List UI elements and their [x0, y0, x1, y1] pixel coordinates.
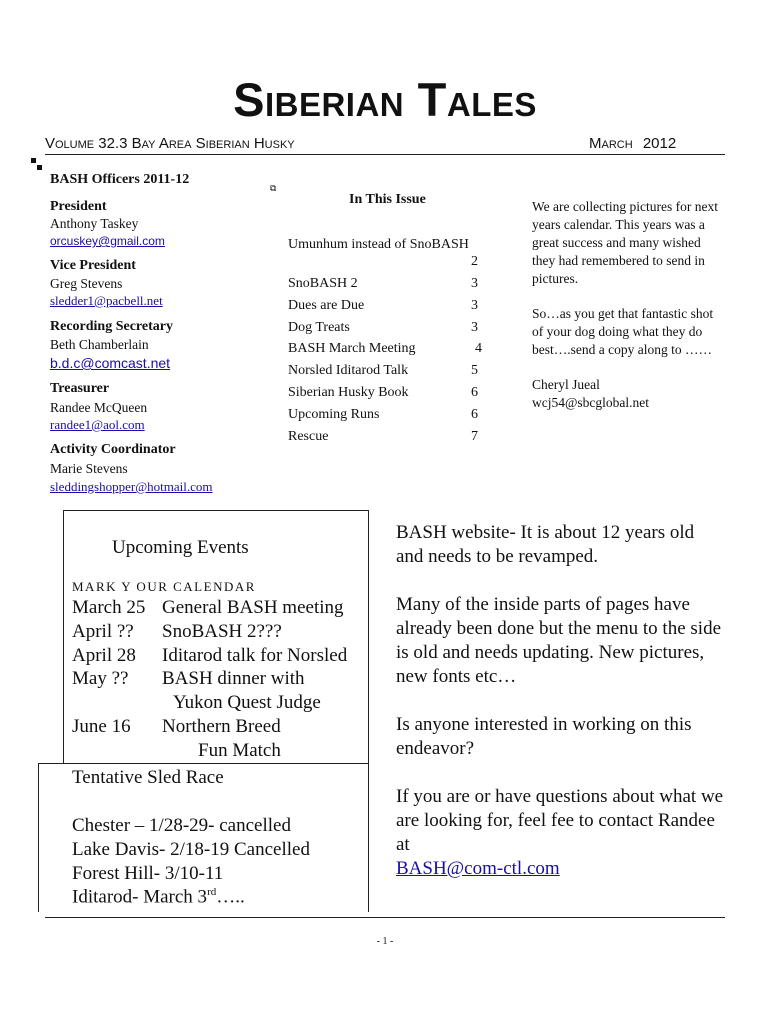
issue-item: [288, 320, 478, 336]
issue-item-label: Rescue: [288, 429, 329, 444]
sled-race-item: Chester – 1/28-29- cancelled: [72, 815, 291, 836]
officer-name: Anthony Taskey: [50, 216, 139, 231]
calendar-note: [532, 198, 722, 412]
event-row: [0, 621, 370, 645]
issue-item-page: 5: [471, 363, 478, 378]
event-desc: SnoBASH 2???: [162, 621, 282, 642]
issue-item-label: Norsled Iditarod Talk: [288, 363, 409, 378]
issue-heading: In This Issue: [349, 192, 426, 207]
events-heading: Upcoming Events: [112, 537, 249, 558]
issue-item-page: 3: [471, 276, 478, 291]
issue-item-page: 3: [471, 298, 478, 313]
issue-item-page: 6: [471, 407, 478, 422]
article-paragraph: Is anyone interested in working on this endeavor?: [396, 714, 692, 759]
issue-item: [288, 363, 478, 379]
issue-item-page: 7: [471, 429, 478, 444]
contact-email[interactable]: wcj54@sbcglobal.net: [532, 395, 650, 410]
event-desc: Northern Breed: [162, 716, 281, 737]
issue-item-page: 3: [471, 320, 478, 335]
issue-date: March 2012: [589, 135, 677, 152]
event-date: April 28: [72, 645, 136, 666]
ordinal-suffix: rd: [207, 886, 217, 898]
events-subheading: MARK Y OUR CALENDAR: [72, 579, 256, 594]
event-date: March 25: [72, 597, 146, 618]
sled-race-item-text: Iditarod- March 3: [72, 886, 208, 908]
issue-item: [288, 237, 478, 253]
issue-item-label: BASH March Meeting: [288, 341, 416, 356]
officer-title: Recording Secretary: [50, 319, 173, 334]
event-row: [0, 716, 370, 740]
officers-heading: BASH Officers 2011-12: [50, 172, 190, 187]
newsletter-title: Siberian Tales: [233, 73, 537, 126]
header-rule: [45, 154, 725, 155]
event-desc: Iditarod talk for Norsled: [162, 645, 348, 666]
event-desc: Yukon Quest Judge: [173, 692, 321, 713]
sled-race-item: [72, 886, 245, 908]
issue-item-label: Upcoming Runs: [288, 407, 380, 422]
issue-item: [288, 385, 478, 401]
officer-name: Marie Stevens: [50, 461, 128, 476]
officer-email-link[interactable]: orcuskey@gmail.com: [50, 234, 165, 248]
event-date: May ??: [72, 668, 129, 689]
event-date: June 16: [72, 716, 131, 737]
article-paragraph: BASH website- It is about 12 years old and needs to be revamped.: [396, 522, 695, 567]
officer-email-link[interactable]: b.d.c@comcast.net: [50, 355, 171, 371]
article-paragraph: Many of the inside parts of pages have already been done but the menu to the side is old and needs updating. New pictures, new fonts etc…: [396, 594, 722, 687]
event-row: [0, 692, 370, 716]
officer-title: Activity Coordinator: [50, 442, 176, 457]
issue-item-label: Siberian Husky Book: [288, 385, 409, 400]
officer-name: Randee McQueen: [50, 400, 148, 415]
issue-item: [288, 407, 478, 423]
anchor-icon: ⧉: [270, 183, 277, 193]
volume-line: Volume 32.3 Bay Area Siberian Husky: [45, 135, 295, 152]
sled-race-heading: Tentative Sled Race: [72, 767, 224, 788]
event-date: April ??: [72, 621, 134, 642]
event-row: [0, 597, 370, 621]
sled-race-item: Lake Davis- 2/18-19 Cancelled: [72, 839, 310, 860]
issue-item-page: 6: [471, 385, 478, 400]
officer-title: Vice President: [50, 258, 136, 273]
officer-email-link[interactable]: randee1@aol.com: [50, 417, 145, 432]
bullet-icon: [31, 158, 36, 163]
issue-item-page: 2: [471, 254, 478, 269]
page-number: - 1 -: [376, 936, 394, 947]
footer-rule: [45, 917, 725, 918]
contact-email-link[interactable]: BASH@com-ctl.com: [396, 858, 560, 879]
issue-item-label: Dues are Due: [288, 298, 365, 313]
issue-item: [288, 341, 482, 357]
officer-name: Beth Chamberlain: [50, 337, 149, 352]
bullet-icon: [37, 165, 42, 170]
sled-race-item: Forest Hill- 3/10-11: [72, 863, 224, 884]
sled-race-item-ellipsis: …..: [216, 886, 245, 908]
event-desc: General BASH meeting: [162, 597, 344, 618]
issue-item-label: Dog Treats: [288, 320, 350, 335]
officer-email-link[interactable]: sleddingshopper@hotmail.com: [50, 479, 213, 494]
calendar-note-paragraph: So…as you get that fantastic shot of your dog doing what they do best….send a copy along to ……: [532, 306, 714, 357]
officer-email-link[interactable]: sledder1@pacbell.net: [50, 293, 163, 308]
contact-name: Cheryl Jueal: [532, 377, 600, 392]
issue-item-label: Umunhum instead of SnoBASH: [288, 237, 469, 252]
issue-item-label: SnoBASH 2: [288, 276, 358, 291]
event-desc: Fun Match: [198, 740, 281, 761]
website-article: [396, 521, 726, 881]
issue-item: [288, 298, 478, 314]
issue-item: [288, 276, 478, 292]
event-row: [0, 740, 370, 764]
article-paragraph: If you are or have questions about what we are looking for, feel fee to contact Randee at: [396, 786, 724, 855]
officer-title: Treasurer: [50, 381, 110, 396]
event-row: [0, 668, 370, 692]
officer-title: President: [50, 199, 107, 214]
event-desc: BASH dinner with: [162, 668, 305, 689]
event-row: [0, 645, 370, 669]
issue-item: [288, 429, 478, 445]
issue-item-page: 4: [475, 341, 482, 356]
officer-name: Greg Stevens: [50, 276, 123, 291]
calendar-note-paragraph: We are collecting pictures for next years calendar. This years was a great success and many wished they had remembered to send in pictures.: [532, 199, 718, 286]
